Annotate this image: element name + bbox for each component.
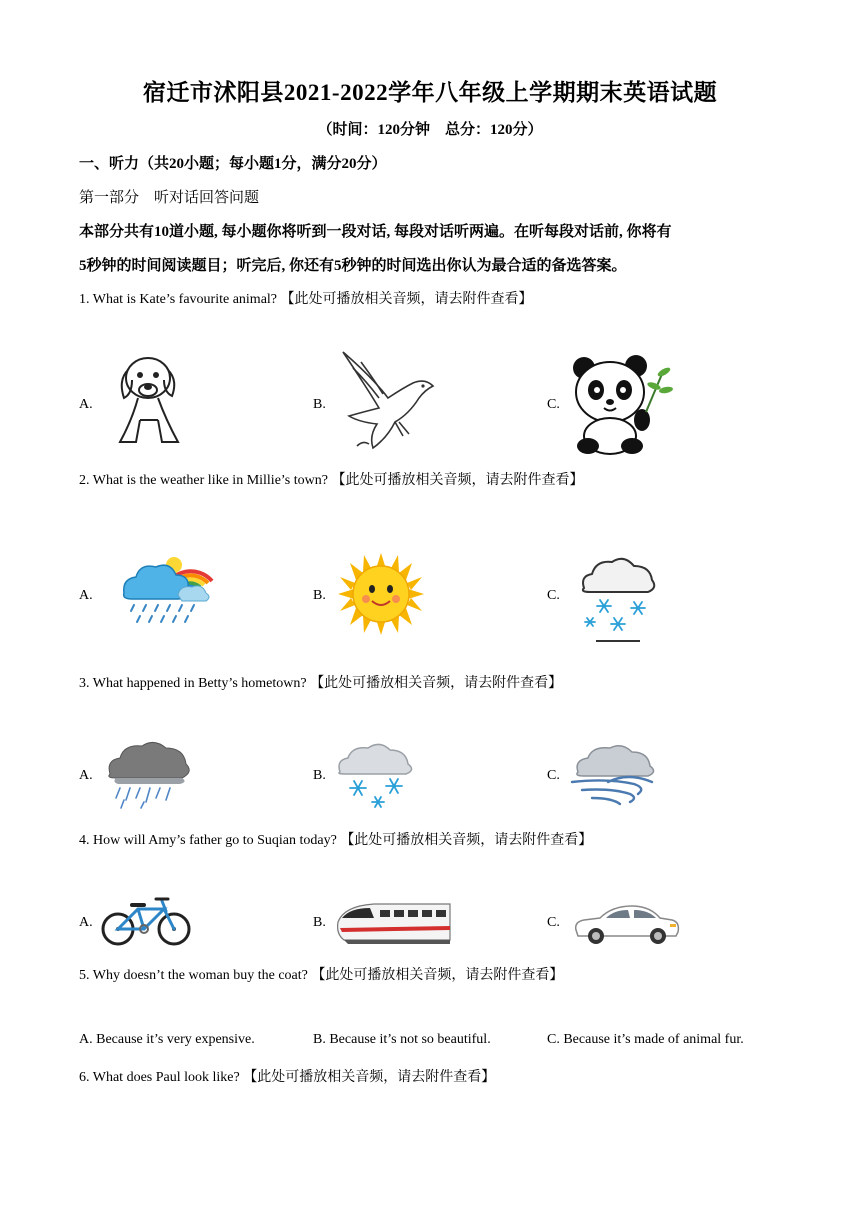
part-heading: 第一部分 听对话回答问题: [79, 190, 260, 206]
question-4: [79, 829, 592, 849]
page-title: 宿迁市沭阳县2021-2022学年八年级上学期期末英语试题: [142, 80, 718, 105]
instruction-line-1: 本部分共有10道小题, 每小题你将听到一段对话, 每段对话听两遍。在听每段对话前, 你将有: [79, 224, 672, 240]
dog-icon: [100, 350, 190, 450]
question-2: [79, 469, 583, 489]
q1-option-b-label: B.: [313, 397, 326, 412]
q5-option-a: A. Because it’s very expensive.: [79, 1032, 255, 1047]
question-1: [79, 288, 533, 308]
q1-option-c-label: C.: [547, 397, 560, 412]
question-6-text: 6. What does Paul look like?: [79, 1070, 240, 1085]
q4-option-a-label: A.: [79, 915, 93, 930]
q5-option-b: B. Because it’s not so beautiful.: [313, 1032, 491, 1047]
windy-cloud-icon: [568, 742, 660, 808]
panda-icon: [566, 350, 676, 455]
bicycle-icon: [100, 893, 192, 947]
snow-cloud-icon: [576, 552, 660, 644]
q5-option-c: C. Because it’s made of animal fur.: [547, 1032, 744, 1047]
question-2-text: 2. What is the weather like in Millie’s town?: [79, 473, 328, 488]
audio-note[interactable]: 【此处可播放相关音频，请去附件查看】: [243, 1070, 496, 1085]
q3-option-a-label: A.: [79, 768, 93, 783]
storm-cloud-icon: [104, 738, 194, 810]
section-heading: 一、听力（共20小题；每小题1分，满分20分）: [79, 156, 387, 172]
audio-note[interactable]: 【此处可播放相关音频，请去附件查看】: [340, 833, 593, 848]
instruction-line-2: 5秒钟的时间阅读题目；听完后, 你还有5秒钟的时间选出你认为最合适的备选答案。: [79, 258, 627, 274]
q3-option-c-label: C.: [547, 768, 560, 783]
question-3: [79, 672, 562, 692]
q4-option-b-label: B.: [313, 915, 326, 930]
question-4-text: 4. How will Amy’s father go to Suqian today?: [79, 833, 337, 848]
audio-note[interactable]: 【此处可播放相关音频，请去附件查看】: [331, 473, 584, 488]
car-icon: [570, 900, 682, 946]
snow-cloud-icon: [334, 740, 418, 810]
q3-option-b-label: B.: [313, 768, 326, 783]
question-5-text: 5. Why doesn’t the woman buy the coat?: [79, 968, 308, 983]
audio-note[interactable]: 【此处可播放相关音频，请去附件查看】: [280, 292, 533, 307]
sun-icon: [336, 553, 426, 635]
rain-rainbow-icon: [118, 553, 216, 628]
q4-option-c-label: C.: [547, 915, 560, 930]
q2-option-b-label: B.: [313, 588, 326, 603]
audio-note[interactable]: 【此处可播放相关音频，请去附件查看】: [310, 676, 563, 691]
audio-note[interactable]: 【此处可播放相关音频，请去附件查看】: [311, 968, 564, 983]
question-1-text: 1. What is Kate’s favourite animal?: [79, 292, 278, 307]
question-3-text: 3. What happened in Betty’s hometown?: [79, 676, 307, 691]
question-6: [79, 1066, 495, 1086]
q2-option-a-label: A.: [79, 588, 93, 603]
page-subtitle: （时间：120分钟 总分：120分）: [317, 122, 543, 138]
high-speed-train-icon: [334, 900, 456, 946]
q1-option-a-label: A.: [79, 397, 93, 412]
question-5: [79, 964, 563, 984]
q2-option-c-label: C.: [547, 588, 560, 603]
dove-icon: [333, 348, 443, 453]
